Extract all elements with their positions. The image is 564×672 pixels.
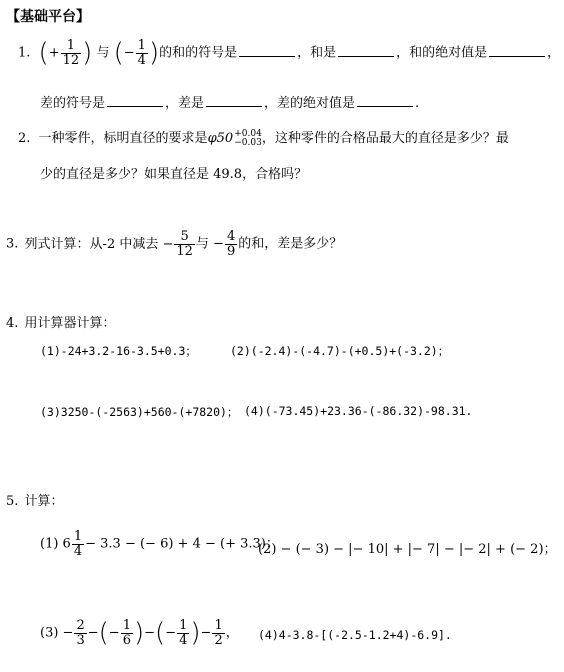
fraction-2-3: $\frac{2}{3}$ bbox=[76, 617, 85, 648]
q4-title: 用计算器计算： bbox=[24, 316, 116, 331]
question-5-title bbox=[6, 490, 64, 509]
question-2-line-2: 少的直径是多少？如果直径是 49.8，合格吗？ bbox=[40, 167, 308, 182]
question-3 bbox=[6, 230, 342, 258]
q5-part-4: (4)4-3.8-[(-2.5-1.2+4)-6.9]. bbox=[258, 628, 452, 642]
q4-part-2: (2)(-2.4)-(-4.7)-(+0.5)+(-3.2)； bbox=[230, 344, 450, 358]
answer-blank[interactable] bbox=[357, 106, 413, 107]
question-2-line-1 bbox=[18, 127, 509, 148]
fraction-1-12: $\frac{1}{12}$ bbox=[62, 37, 80, 68]
question-1-line-2 bbox=[40, 92, 419, 111]
fraction-1-4: $\frac{1}{4}$ bbox=[73, 529, 83, 559]
question-2-number: 2. bbox=[18, 131, 31, 146]
question-4-title bbox=[6, 312, 116, 331]
q1-text-a: 的和的符号是 bbox=[159, 45, 238, 61]
q5-part-1: (1) 6 $\frac{1}{4}$ − 3.3 − (− 6) + 4 − (+ 3.3)； bbox=[40, 529, 279, 559]
q5-title: 计算： bbox=[24, 494, 64, 509]
q1-line2-c: ，差的绝对值是 bbox=[264, 96, 356, 111]
fraction-1-4: $\frac{1}{4}$ bbox=[179, 617, 188, 648]
fraction-1-2: $\frac{1}{2}$ bbox=[214, 617, 223, 648]
q3-text-b: 的和，差是多少？ bbox=[238, 236, 343, 252]
q1-text-d: ， bbox=[547, 45, 561, 61]
minus-sign: − bbox=[123, 45, 135, 61]
tolerance: +0.04 −0.03 bbox=[234, 128, 262, 148]
q4-part-1: (1)-24+3.2-16-3.5+0.3； bbox=[40, 344, 197, 358]
diameter-spec: φ50 bbox=[207, 131, 234, 146]
q4-part-3: (3)3250-(-2563)+560-(+7820)； bbox=[40, 405, 239, 419]
answer-blank[interactable] bbox=[206, 106, 262, 107]
question-1-line-1: 1. (+ $\frac{1}{12}$ ) 与 (− $\frac{1}{4}$ )的和的符号是 ，和是 ，和的绝对值是 ， bbox=[18, 37, 561, 68]
answer-blank[interactable] bbox=[489, 56, 545, 57]
question-5-number: 5. bbox=[6, 494, 19, 509]
fraction-1-4: $\frac{1}{4}$ bbox=[137, 37, 146, 68]
q5-part-2: (2) − (− 3) − |− 10| + |− 7| − |− 2| + (− 2)； bbox=[258, 542, 557, 557]
q5-part-3: (3) − $\frac{2}{3}$ −(− $\frac{1}{6}$ )−(− $\frac{1}{4}$ )− $\frac{1}{2}$ ， bbox=[40, 617, 239, 648]
question-4-number: 4. bbox=[6, 316, 19, 331]
q3-text-a: 列式计算：从-2 中减去 − bbox=[24, 236, 174, 252]
answer-blank[interactable] bbox=[239, 56, 295, 57]
question-1-number: 1. bbox=[18, 45, 31, 61]
plus-sign: + bbox=[48, 45, 60, 61]
section-title: 【基础平台】 bbox=[6, 9, 90, 25]
q3-with: 与 − bbox=[195, 236, 224, 252]
answer-blank[interactable] bbox=[338, 56, 394, 57]
q2-text-b: ，这种零件的合格品最大的直径是多少？最 bbox=[261, 131, 509, 146]
fraction-1-6: $\frac{1}{6}$ bbox=[122, 617, 131, 648]
q1-line2-d: . bbox=[415, 96, 420, 111]
question-3-number: 3. bbox=[6, 236, 19, 252]
q1-text-c: ，和的绝对值是 bbox=[396, 45, 488, 61]
q4-part-4: (4)(-73.45)+23.36-(-86.32)-98.31. bbox=[244, 404, 473, 418]
fraction-5-12: $\frac{5}{12}$ bbox=[176, 229, 193, 259]
fraction-4-9: $\frac{4}{9}$ bbox=[226, 229, 236, 259]
with-text: 与 bbox=[96, 45, 110, 61]
q2-text-a: 一种零件，标明直径的要求是 bbox=[38, 131, 208, 146]
q1-text-b: ，和是 bbox=[297, 45, 337, 61]
answer-blank[interactable] bbox=[107, 106, 163, 107]
q1-line2-a: 差的符号是 bbox=[40, 96, 106, 111]
q1-line2-b: ，差是 bbox=[165, 96, 205, 111]
